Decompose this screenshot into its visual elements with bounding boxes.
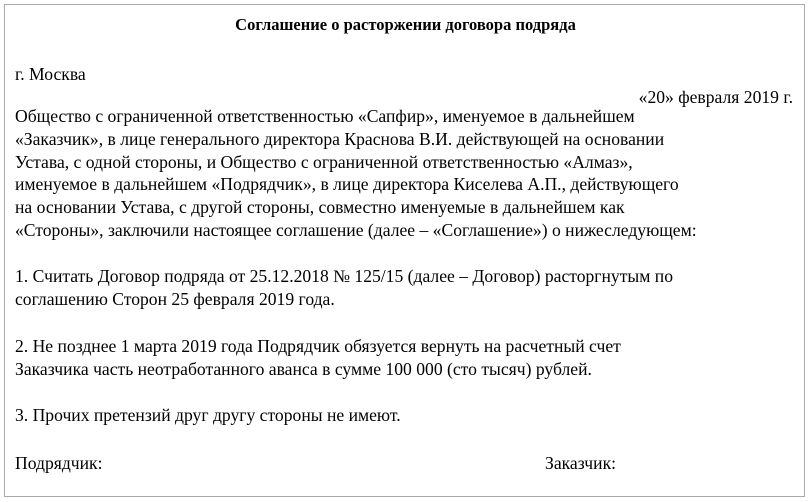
preamble: Общество с ограниченной ответственностью «Сапфир», именуемое в дальнейшем «Заказчик», в лице генерального директора Краснова В.И. действующей на основании Устава, с одной стороны, и Общество с ограниченной ответственностью «Алмаз», именуемое в дальнейшем «Подрядчик», в лице директора Киселева А.П., действующего на основании Устава, с другой стороны, совместно именуемые в дальнейшем как «Стороны», заключили настоящее соглашение (далее – «Соглашение») о нижеследующем: xyxy=(15,106,697,240)
clause-3: 3. Прочих претензий друг другу стороны не имеют. xyxy=(15,405,401,425)
city: г. Москва xyxy=(15,64,86,84)
contractor-signature-label: Подрядчик: xyxy=(15,453,103,473)
clause-1: 1. Считать Договор подряда от 25.12.2018 № 125/15 (далее – Договор) расторгнутым по соглашению Сторон 25 февраля 2019 года. xyxy=(15,266,673,309)
document-date: «20» февраля 2019 г. xyxy=(638,87,793,107)
customer-signature-label: Заказчик: xyxy=(545,453,617,473)
clause-2: 2. Не позднее 1 марта 2019 года Подрядчик обязуется вернуть на расчетный счет Заказчика часть неотработанного аванса в сумме 100 000 (сто тысяч) рублей. xyxy=(15,336,621,379)
document-title: Соглашение о расторжении договора подряда xyxy=(235,15,576,34)
